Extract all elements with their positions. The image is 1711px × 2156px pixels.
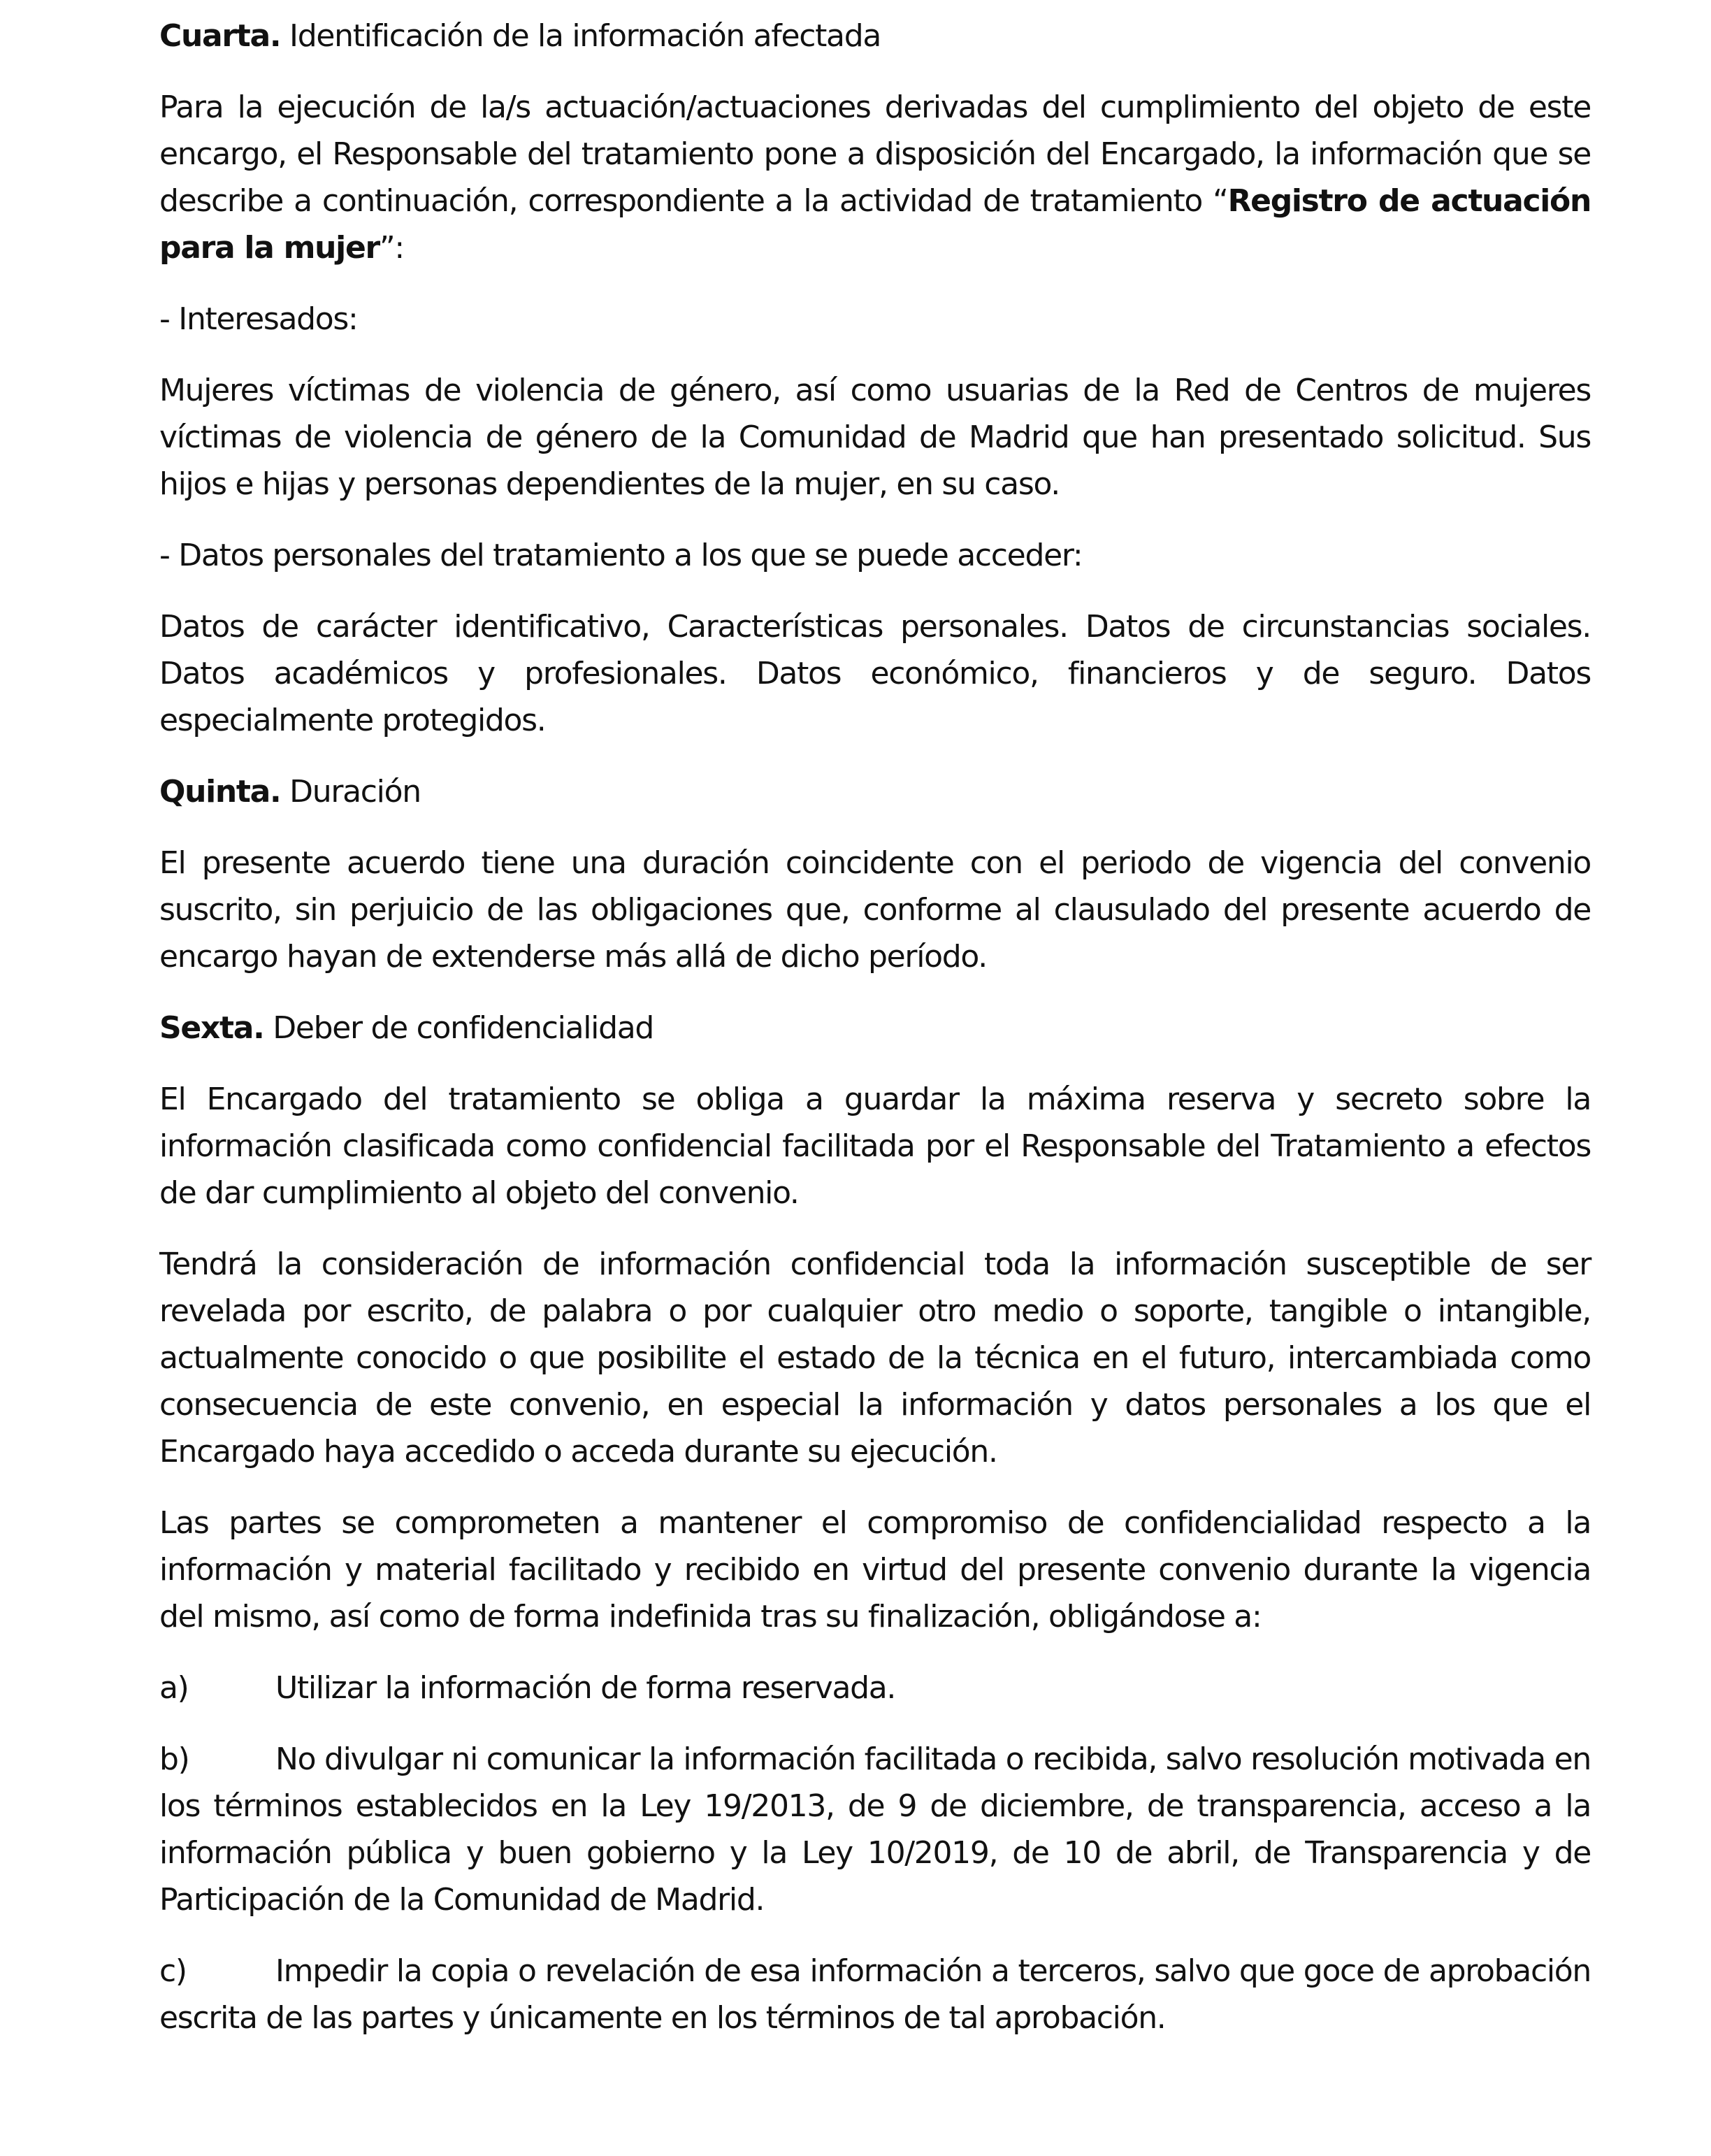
clause-heading-cuarta (159, 13, 1591, 59)
paragraph: Las partes se comprometen a mantener el compromiso de confidencialidad respecto a la información y material facilitado y recibido en virtud del presente convenio durante la vigencia del mismo, así como de forma indefinida tras su finalización, obligándose a: (159, 1505, 1591, 1634)
clause-heading-quinta (159, 768, 1591, 815)
document-body (159, 13, 1591, 2066)
clause-title: Duración (280, 774, 421, 810)
paragraph-text: ”: (379, 230, 404, 266)
paragraph (159, 84, 1591, 271)
list-item (159, 1948, 1591, 2041)
activity-name: Registro de actuación para la mujer (159, 183, 1591, 266)
list-item-text: No divulgar ni comunicar la información facilitada o recibida, salvo resolución motivada en los términos establecidos en la Ley 19/2013, de 9 de diciembre, de transparencia, acceso a la información pública y buen gobierno y la Ley 10/2019, de 10 de abril, de Transparencia y de Participación de la Comunidad de Madrid. (159, 1741, 1591, 1918)
list-item-text: Impedir la copia o revelación de esa información a terceros, salvo que goce de aprobación escrita de las partes y únicamente en los términos de tal aprobación. (159, 1953, 1591, 2036)
list-item-letter: b) (159, 1741, 189, 1777)
list-item (159, 1665, 1591, 1711)
paragraph: Datos de carácter identificativo, Características personales. Datos de circunstancias sociales. Datos académicos y profesionales. Datos económico, financieros y de seguro. Datos especialmente protegidos. (159, 609, 1591, 738)
list-item-text: Utilizar la información de forma reservada. (275, 1670, 896, 1706)
subheading-datos: - Datos personales del tratamiento a los que se puede acceder: (159, 538, 1083, 573)
clause-number: Cuarta. (159, 18, 281, 54)
paragraph: El presente acuerdo tiene una duración coincidente con el periodo de vigencia del convenio suscrito, sin perjuicio de las obligaciones que, conforme al clausulado del presente acuerdo de encargo hayan de extenderse más allá de dicho período. (159, 845, 1591, 975)
clause-title: Identificación de la información afectada (280, 18, 881, 54)
list-item-letter: a) (159, 1670, 189, 1706)
paragraph: Tendrá la consideración de información confidencial toda la información susceptible de ser revelada por escrito, de palabra o por cualquier otro medio o soporte, tangible o intangible, actualmente conocido o que posibilite el estado de la técnica en el futuro, intercambiada como consecuencia de este convenio, en especial la información y datos personales a los que el Encargado haya accedido o acceda durante su ejecución. (159, 1246, 1591, 1469)
paragraph: El Encargado del tratamiento se obliga a guardar la máxima reserva y secreto sobre la información clasificada como confidencial facilitada por el Responsable del Tratamiento a efectos de dar cumplimiento al objeto del convenio. (159, 1081, 1591, 1211)
paragraph: Mujeres víctimas de violencia de género, así como usuarias de la Red de Centros de mujeres víctimas de violencia de género de la Comunidad de Madrid que han presentado solicitud. Sus hijos e hijas y personas dependientes de la mujer, en su caso. (159, 373, 1591, 502)
clause-number: Sexta. (159, 1010, 264, 1046)
list-item-letter: c) (159, 1953, 187, 1989)
clause-title: Deber de confidencialidad (263, 1010, 654, 1046)
subheading-interesados: - Interesados: (159, 301, 358, 337)
paragraph-text: Para la ejecución de la/s actuación/actuaciones derivadas del cumplimiento del objeto de este encargo, el Responsable del tratamiento pone a disposición del Encargado, la información que se describe a continuación, correspondiente a la actividad de tratamiento “ (159, 89, 1591, 219)
clause-heading-sexta (159, 1005, 1591, 1051)
list-item (159, 1736, 1591, 1923)
clause-number: Quinta. (159, 774, 281, 810)
